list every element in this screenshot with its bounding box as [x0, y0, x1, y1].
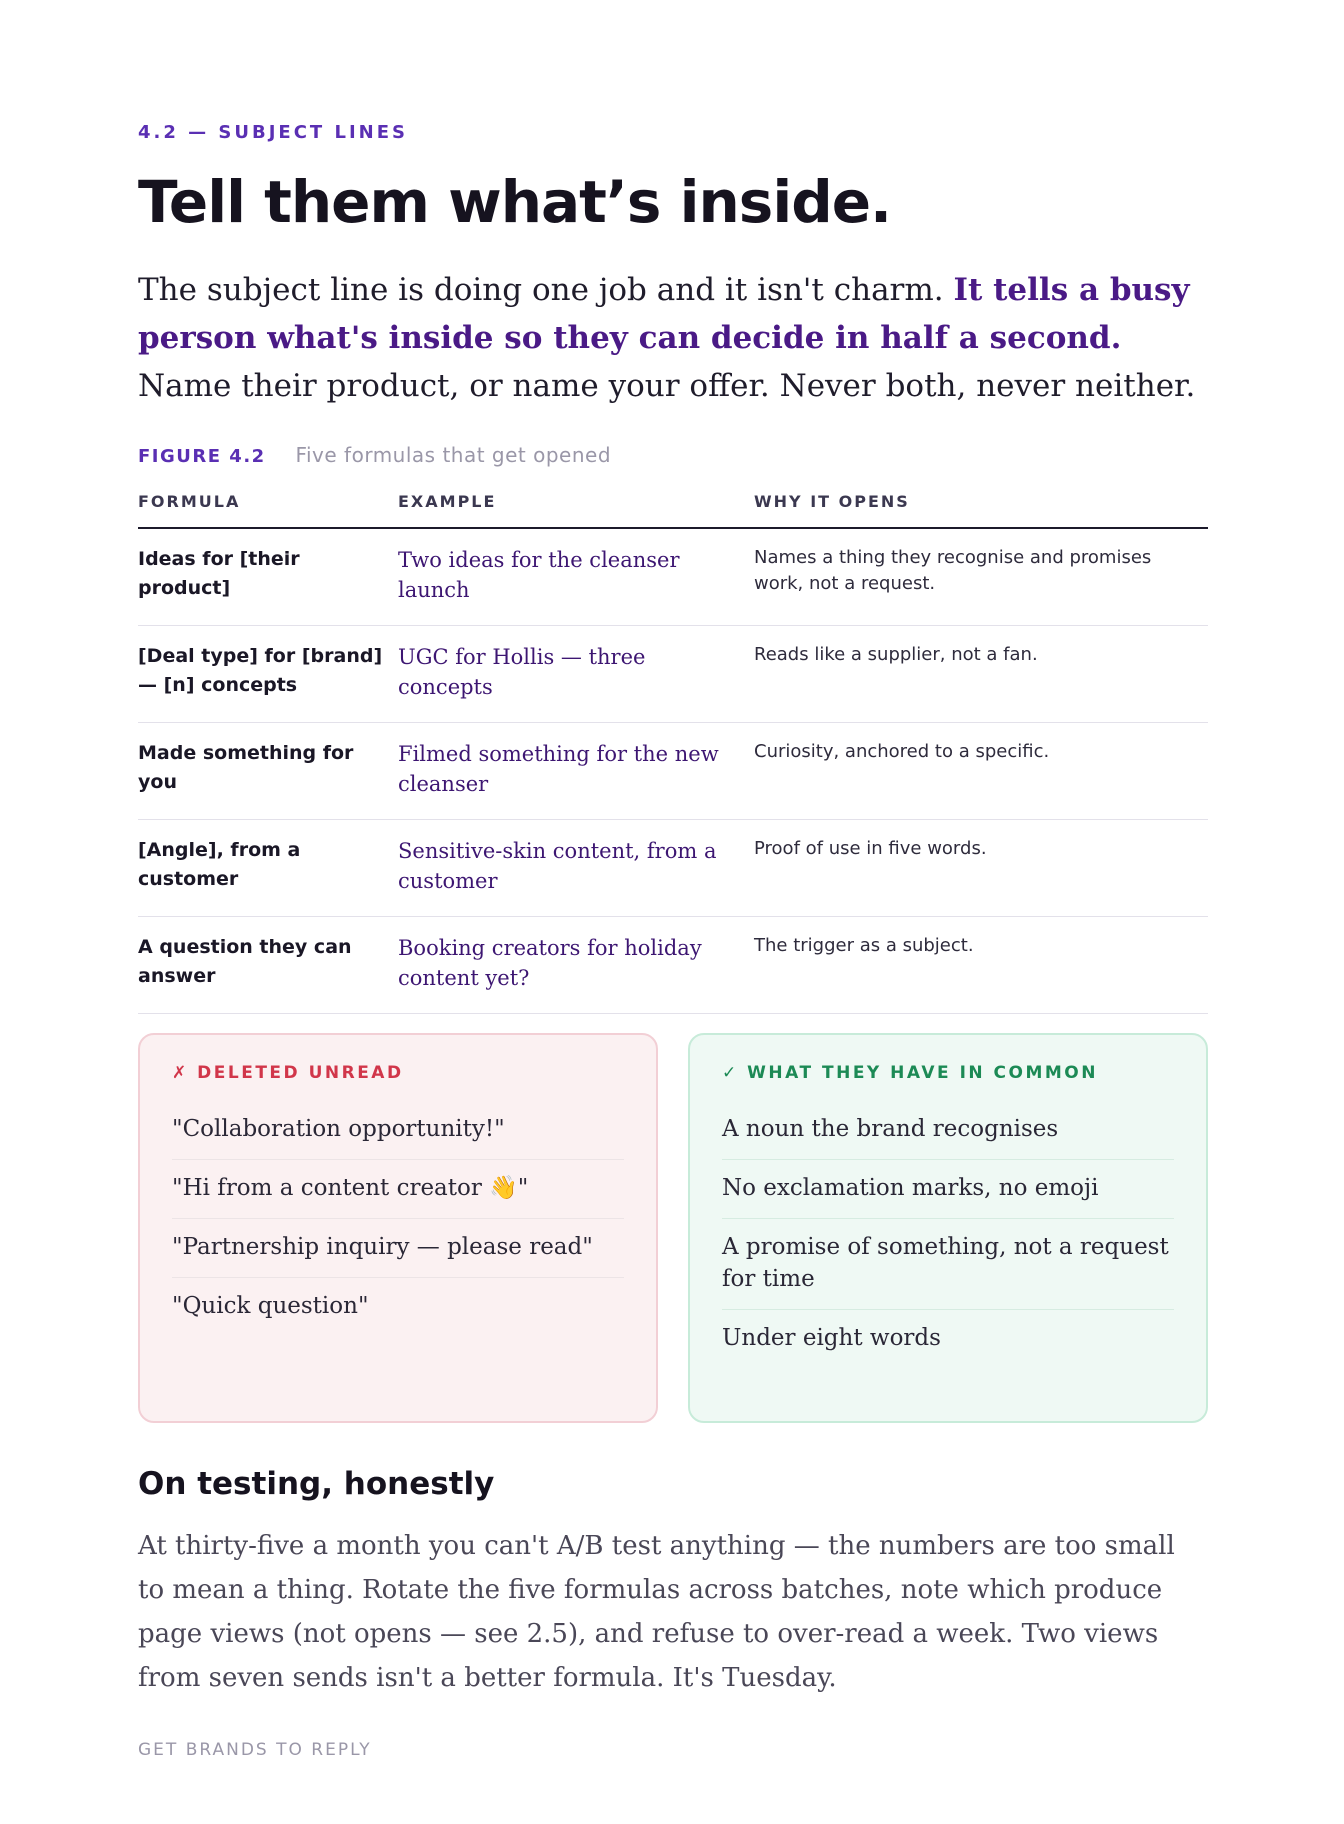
list-item: "Quick question"	[172, 1293, 369, 1319]
list-item: A noun the brand recognises	[722, 1101, 1174, 1160]
formula-cell: A question they can answer	[138, 917, 398, 1014]
table-row	[138, 528, 1208, 626]
testing-body: At thirty-five a month you can't A/B test anything — the numbers are too small to mean a thing. Rotate the five formulas across batches, note which produce page views (not opens — see 2.5), and refuse to over-read a week. Two views from seven sends isn't a better formula. It's Tuesday.	[138, 1531, 1175, 1693]
in-common-card	[688, 1033, 1208, 1423]
deleted-unread-list	[172, 1101, 624, 1336]
running-footer: GET BRANDS TO REPLY	[138, 1740, 372, 1760]
table-row	[138, 626, 1208, 723]
table-row	[138, 917, 1208, 1014]
example-cell: UGC for Hollis — three concepts	[398, 626, 754, 723]
list-item: "Hi from a content creator 👋"	[172, 1160, 624, 1219]
list-item: "Partnership inquiry — please read"	[172, 1219, 624, 1278]
why-cell: Curiosity, anchored to a specific.	[754, 723, 1208, 820]
list-item: "Collaboration opportunity!"	[172, 1101, 624, 1160]
lede-part-2: Name their product, or name your offer. Never both, never neither.	[138, 368, 1196, 404]
list-item: Under eight words	[722, 1325, 941, 1351]
example-cell: Two ideas for the cleanser launch	[398, 528, 754, 626]
example-cell: Booking creators for holiday content yet?	[398, 917, 754, 1014]
why-cell: The trigger as a subject.	[754, 917, 1208, 1014]
formulas-table	[138, 480, 1208, 1014]
why-cell: Proof of use in five words.	[754, 820, 1208, 917]
formula-cell: Made something for you	[138, 723, 398, 820]
why-cell: Names a thing they recognise and promises work, not a request.	[754, 528, 1208, 626]
section-label: 4.2 — SUBJECT LINES	[138, 122, 408, 143]
column-header-why: WHY IT OPENS	[754, 480, 1208, 528]
page-title: Tell them what’s inside.	[138, 168, 892, 236]
formula-cell: Ideas for [their product]	[138, 528, 398, 626]
figure-label: FIGURE 4.2	[138, 446, 266, 467]
example-cell: Filmed something for the new cleanser	[398, 723, 754, 820]
in-common-heading: ✓ WHAT THEY HAVE IN COMMON	[722, 1063, 1098, 1083]
deleted-unread-card	[138, 1033, 658, 1423]
list-item: A promise of something, not a request for time	[722, 1219, 1174, 1310]
why-cell: Reads like a supplier, not a fan.	[754, 626, 1208, 723]
table-row	[138, 820, 1208, 917]
in-common-list	[722, 1101, 1174, 1368]
formula-cell: [Deal type] for [brand] — [n] concepts	[138, 626, 398, 723]
figure-caption	[138, 443, 611, 467]
column-header-formula: FORMULA	[138, 480, 398, 528]
figure-caption-text: Five formulas that get opened	[295, 443, 612, 467]
lede-highlight: It tells a busy person what's inside so they can decide in half a second.	[138, 272, 1190, 356]
list-item: No exclamation marks, no emoji	[722, 1160, 1174, 1219]
column-header-example: EXAMPLE	[398, 480, 754, 528]
testing-heading: On testing, honestly	[138, 1466, 495, 1502]
table-row	[138, 723, 1208, 820]
formula-cell: [Angle], from a customer	[138, 820, 398, 917]
example-cell: Sensitive-skin content, from a customer	[398, 820, 754, 917]
table-header-row	[138, 480, 1208, 528]
lede-paragraph	[138, 266, 1198, 410]
lede-part-1: The subject line is doing one job and it isn't charm.	[138, 272, 954, 308]
deleted-unread-heading: ✗ DELETED UNREAD	[172, 1063, 404, 1083]
